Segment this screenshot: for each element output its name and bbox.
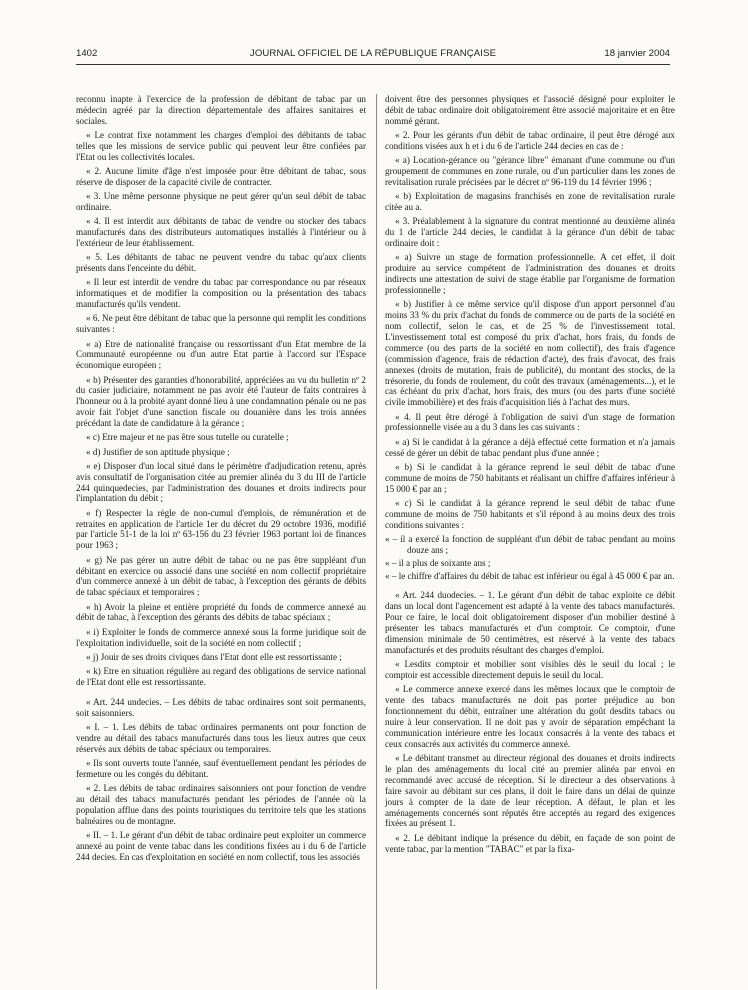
paragraph: « Lesdits comptoir et mobilier sont visibles dès le seuil du local ; le comptoir est accessible directement depuis le seuil du local. [385,659,675,681]
paragraph: « 5. Les débitants de tabac ne peuvent vendre du tabac qu'aux clients présents dans l'enceinte du débit. [76,252,366,274]
paragraph: « I. – 1. Les débits de tabac ordinaires permanents ont pour fonction de vendre au détail des tabacs manufacturés dans tous les lieux autres que ceux réservés aux débits de tabac spéciaux ou temporaires. [76,721,366,754]
list-item: « – le chiffre d'affaires du débit de tabac est inférieur ou égal à 45 000 € par an. [385,570,675,581]
paragraph: « b) Présenter des garanties d'honorabilité, appréciées au vu du bulletin nº 2 du casier judiciaire, notamment ne pas avoir été l'auteur de faits contraires à l'honneur ou à la probité ayant donné lieu à une condamnation pénale ou ne pas avoir fait l'objet d'une sanction fiscale ou douanière dans les trois années précédant la date de candidature à la gérance ; [76,374,366,429]
right-column [385,94,675,858]
list-item: « – il a plus de soixante ans ; [385,557,491,568]
paragraph: « 2. Pour les gérants d'un débit de tabac ordinaire, il peut être dérogé aux conditions visées aux h et i du 6 de l'article 244 decies en cas de : [385,130,675,151]
paragraph: « c) Etre majeur et ne pas être sous tutelle ou curatelle ; [86,432,289,443]
paragraph: « 4. Il est interdit aux débitants de tabac de vendre ou stocker des tabacs manufacturés dans des distributeurs automatiques installés à l'intérieur ou à l'extérieur de leur établissement. [76,216,366,249]
paragraph: « Art. 244 undecies. – Les débits de tabac ordinaires sont soit permanents, soit saisonniers. [76,696,366,718]
paragraph: « c) Si le candidat à la gérance reprend le seul débit de tabac d'une commune de moins de 750 habitants et s'il répond à au moins deux des trois conditions suivantes : [385,497,675,530]
paragraph: « b) Justifier à ce même service qu'il dispose d'un apport personnel d'au moins 33 % du prix d'achat du fonds de commerce ou de parts de la société en nom collectif, selon le cas, et de 25 % de l'investissement total. L'investissement total est composé du prix d'achat, hors frais, du fonds de commerce (ou des parts de la société en nom collectif), des frais d'agence (commission d'agence, frais de rédaction d'acte), des frais d'avocat, des frais annexes (droits de mutation, frais de publicité), du montant des stocks, de la trésorerie, du fonds de roulement, du coût des travaux (aménagements...), et le cas échéant du prix d'achat, hors frais, des murs (ou des parts d'une société civile immobilière) et des frais d'acquisition liés à l'achat des murs. [385,299,675,408]
publication-date: 18 janvier 2004 [604,48,670,59]
paragraph: « 2. Le débitant indique la présence du débit, en façade de son point de vente tabac, par la mention "TABAC" et par la fixa- [385,832,675,854]
paragraph: « h) Avoir la pleine et entière propriété du fonds de commerce annexé au débit de tabac, à l'exception des gérants des débits de tabac spéciaux ; [76,601,366,623]
paragraph: « Art. 244 duodecies. – 1. Le gérant d'un débit de tabac exploite ce débit dans un local dont l'agencement est adapté à la vente des tabacs manufacturés. Pour ce faire, le local doit obligatoirement disposer d'un mobilier destiné à présenter les tabacs manufacturés et d'un comptoir. Ce comptoir, d'une dimension minimale de 50 centimètres, est réservé à la vente des tabacs manufacturés et des produits résultant des charges d'emploi. [385,590,675,655]
paragraph: doivent être des personnes physiques et l'associé désigné pour exploiter le débit de tabac ordinaire doit obligatoirement être associé majoritaire et en être nommé gérant. [385,94,675,126]
header-rule [76,64,670,65]
paragraph: « II. – 1. Le gérant d'un débit de tabac ordinaire peut exploiter un commerce annexé au point de vente tabac dans les conditions fixées au i du 6 de l'article 244 decies. En cas d'exploitation en société en nom collectif, tous les associés [76,829,366,862]
page-header [76,46,670,64]
paragraph: « a) Si le candidat à la gérance a déjà effectué cette formation et n'a jamais cessé de gérer un débit de tabac pendant plus d'une année ; [385,436,675,458]
paragraph: « Le commerce annexe exercé dans les mêmes locaux que le comptoir de vente des tabacs manufacturés ne doit pas porter préjudice au bon fonctionnement du débit, entraîner une altération du goût desdits tabacs ou nuire à leur conservation. Il ne doit pas y avoir de séparation empêchant la communication intérieure entre les locaux consacrés à la vente des tabacs et ceux consacrés aux activités du commerce annexé. [385,684,675,749]
paragraph: « 2. Aucune limite d'âge n'est imposée pour être débitant de tabac, sous réserve de disposer de la capacité civile de contracter. [76,166,366,187]
paragraph: « j) Jouir de ses droits civiques dans l'Etat dont elle est ressortissante ; [86,651,342,662]
paragraph: « Il leur est interdit de vendre du tabac par correspondance ou par réseaux informatiques et de modifier la composition ou la présentation des tabacs manufacturés qu'ils vendent. [76,277,366,310]
paragraph: « 4. Il peut être dérogé à l'obligation de suivi d'un stage de formation professionnelle visée au a du 3 dans les cas suivants : [385,411,675,433]
paragraph: « f) Respecter la règle de non-cumul d'emplois, de rémunération et de retraites en application de l'article 1er du décret du 29 octobre 1936, modifié par l'article 51-1 de la loi nº 63-156 du 23 février 1963 portant loi de finances pour 1963 ; [76,507,366,551]
list-item: « – il a exercé la fonction de suppléant d'un débit de tabac pendant au moins douze ans ; [385,533,675,555]
dash-list [385,534,675,582]
left-column [76,94,366,866]
paragraph: « Le contrat fixe notamment les charges d'emploi des débitants de tabac telles que les missions de service public qui peuvent leur être confiées par l'Etat ou les collectivités locales. [76,130,366,162]
paragraph: « k) Etre en situation régulière au regard des obligations de service national de l'Etat dont elle est ressortissante. [76,665,366,687]
paragraph: « Le débitant transmet au directeur régional des douanes et droits indirects le plan des aménagements du local cité au premier alinéa par envoi en recommandé avec accusé de réception. Si le directeur a des observations à faire savoir au débitant sur ces plans, il doit le faire dans un délai de quinze jours à compter de la date de leur réception. A défaut, le plan et les aménagements concernés sont réputés être acceptés au regard des exigences fixées au présent 1. [385,753,675,829]
journal-title: JOURNAL OFFICIEL DE LA RÉPUBLIQUE FRANÇAISE [249,48,497,59]
paragraph: « Ils sont ouverts toute l'année, sauf éventuellement pendant les périodes de fermeture ou les congés du débitant. [76,757,366,779]
page-number: 1402 [76,48,98,59]
column-divider [376,94,377,989]
paragraph: « a) Location-gérance ou "gérance libre" émanant d'une commune ou d'un groupement de communes en zone rurale, ou d'un particulier dans les zones de revitalisation rurale précisées par le décret nº 96-119 du 14 février 1996 ; [385,155,675,187]
paragraph: « 3. Une même personne physique ne peut gérer qu'un seul débit de tabac ordinaire. [76,191,366,213]
paragraph: « a) Etre de nationalité française ou ressortissant d'un Etat membre de la Communauté européenne ou d'un autre Etat partie à l'accord sur l'Espace économique européen ; [76,338,366,371]
paragraph: « a) Suivre un stage de formation professionnelle. A cet effet, il doit produire au service compétent de l'administration des douanes et droits indirects une attestation de suivi de stage établie par l'organisme de formation professionnelle ; [385,252,675,295]
paragraph: « b) Exploitation de magasins franchisés en zone de revitalisation rurale citée au a. [385,191,675,213]
paragraph: « d) Justifier de son aptitude physique ; [86,446,230,457]
paragraph: « b) Si le candidat à la gérance reprend le seul débit de tabac d'une commune de moins de 750 habitants et réalisant un chiffre d'affaires inférieur à 15 000 € par an ; [385,461,675,494]
paragraph: « 6. Ne peut être débitant de tabac que la personne qui remplit les conditions suivantes : [76,313,366,335]
paragraph: « e) Disposer d'un local situé dans le périmètre d'adjudication retenu, après avis consultatif de l'organisation citée au premier alinéa du 3 du III de l'article 244 quinquedecies, par l'administration des douanes et droits indirects pour l'implantation du débit ; [76,460,366,504]
paragraph: reconnu inapte à l'exercice de la profession de débitant de tabac par un médecin agréé par la direction départementale des affaires sanitaires et sociales. [76,94,366,126]
paragraph: « 3. Préalablement à la signature du contrat mentionné au deuxième alinéa du 1 de l'article 244 decies, le candidat à la gérance d'un débit de tabac ordinaire doit : [385,216,675,249]
paragraph: « i) Exploiter le fonds de commerce annexé sous la forme juridique soit de l'exploitation individuelle, soit de la société en nom collectif ; [76,626,366,648]
paragraph: « 2. Les débits de tabac ordinaires saisonniers ont pour fonction de vendre au détail des tabacs manufacturés pendant les périodes de l'année où la population afflue dans des points touristiques du territoire tels que les stations balnéaires ou de montagne. [76,782,366,826]
paragraph: « g) Ne pas gérer un autre débit de tabac ou ne pas être suppléant d'un débitant en exercice ou associé dans une société en nom collectif propriétaire d'un commerce annexé à un débit de tabac, à l'exception des gérants de débits de tabac spéciaux et temporaires ; [76,554,366,598]
